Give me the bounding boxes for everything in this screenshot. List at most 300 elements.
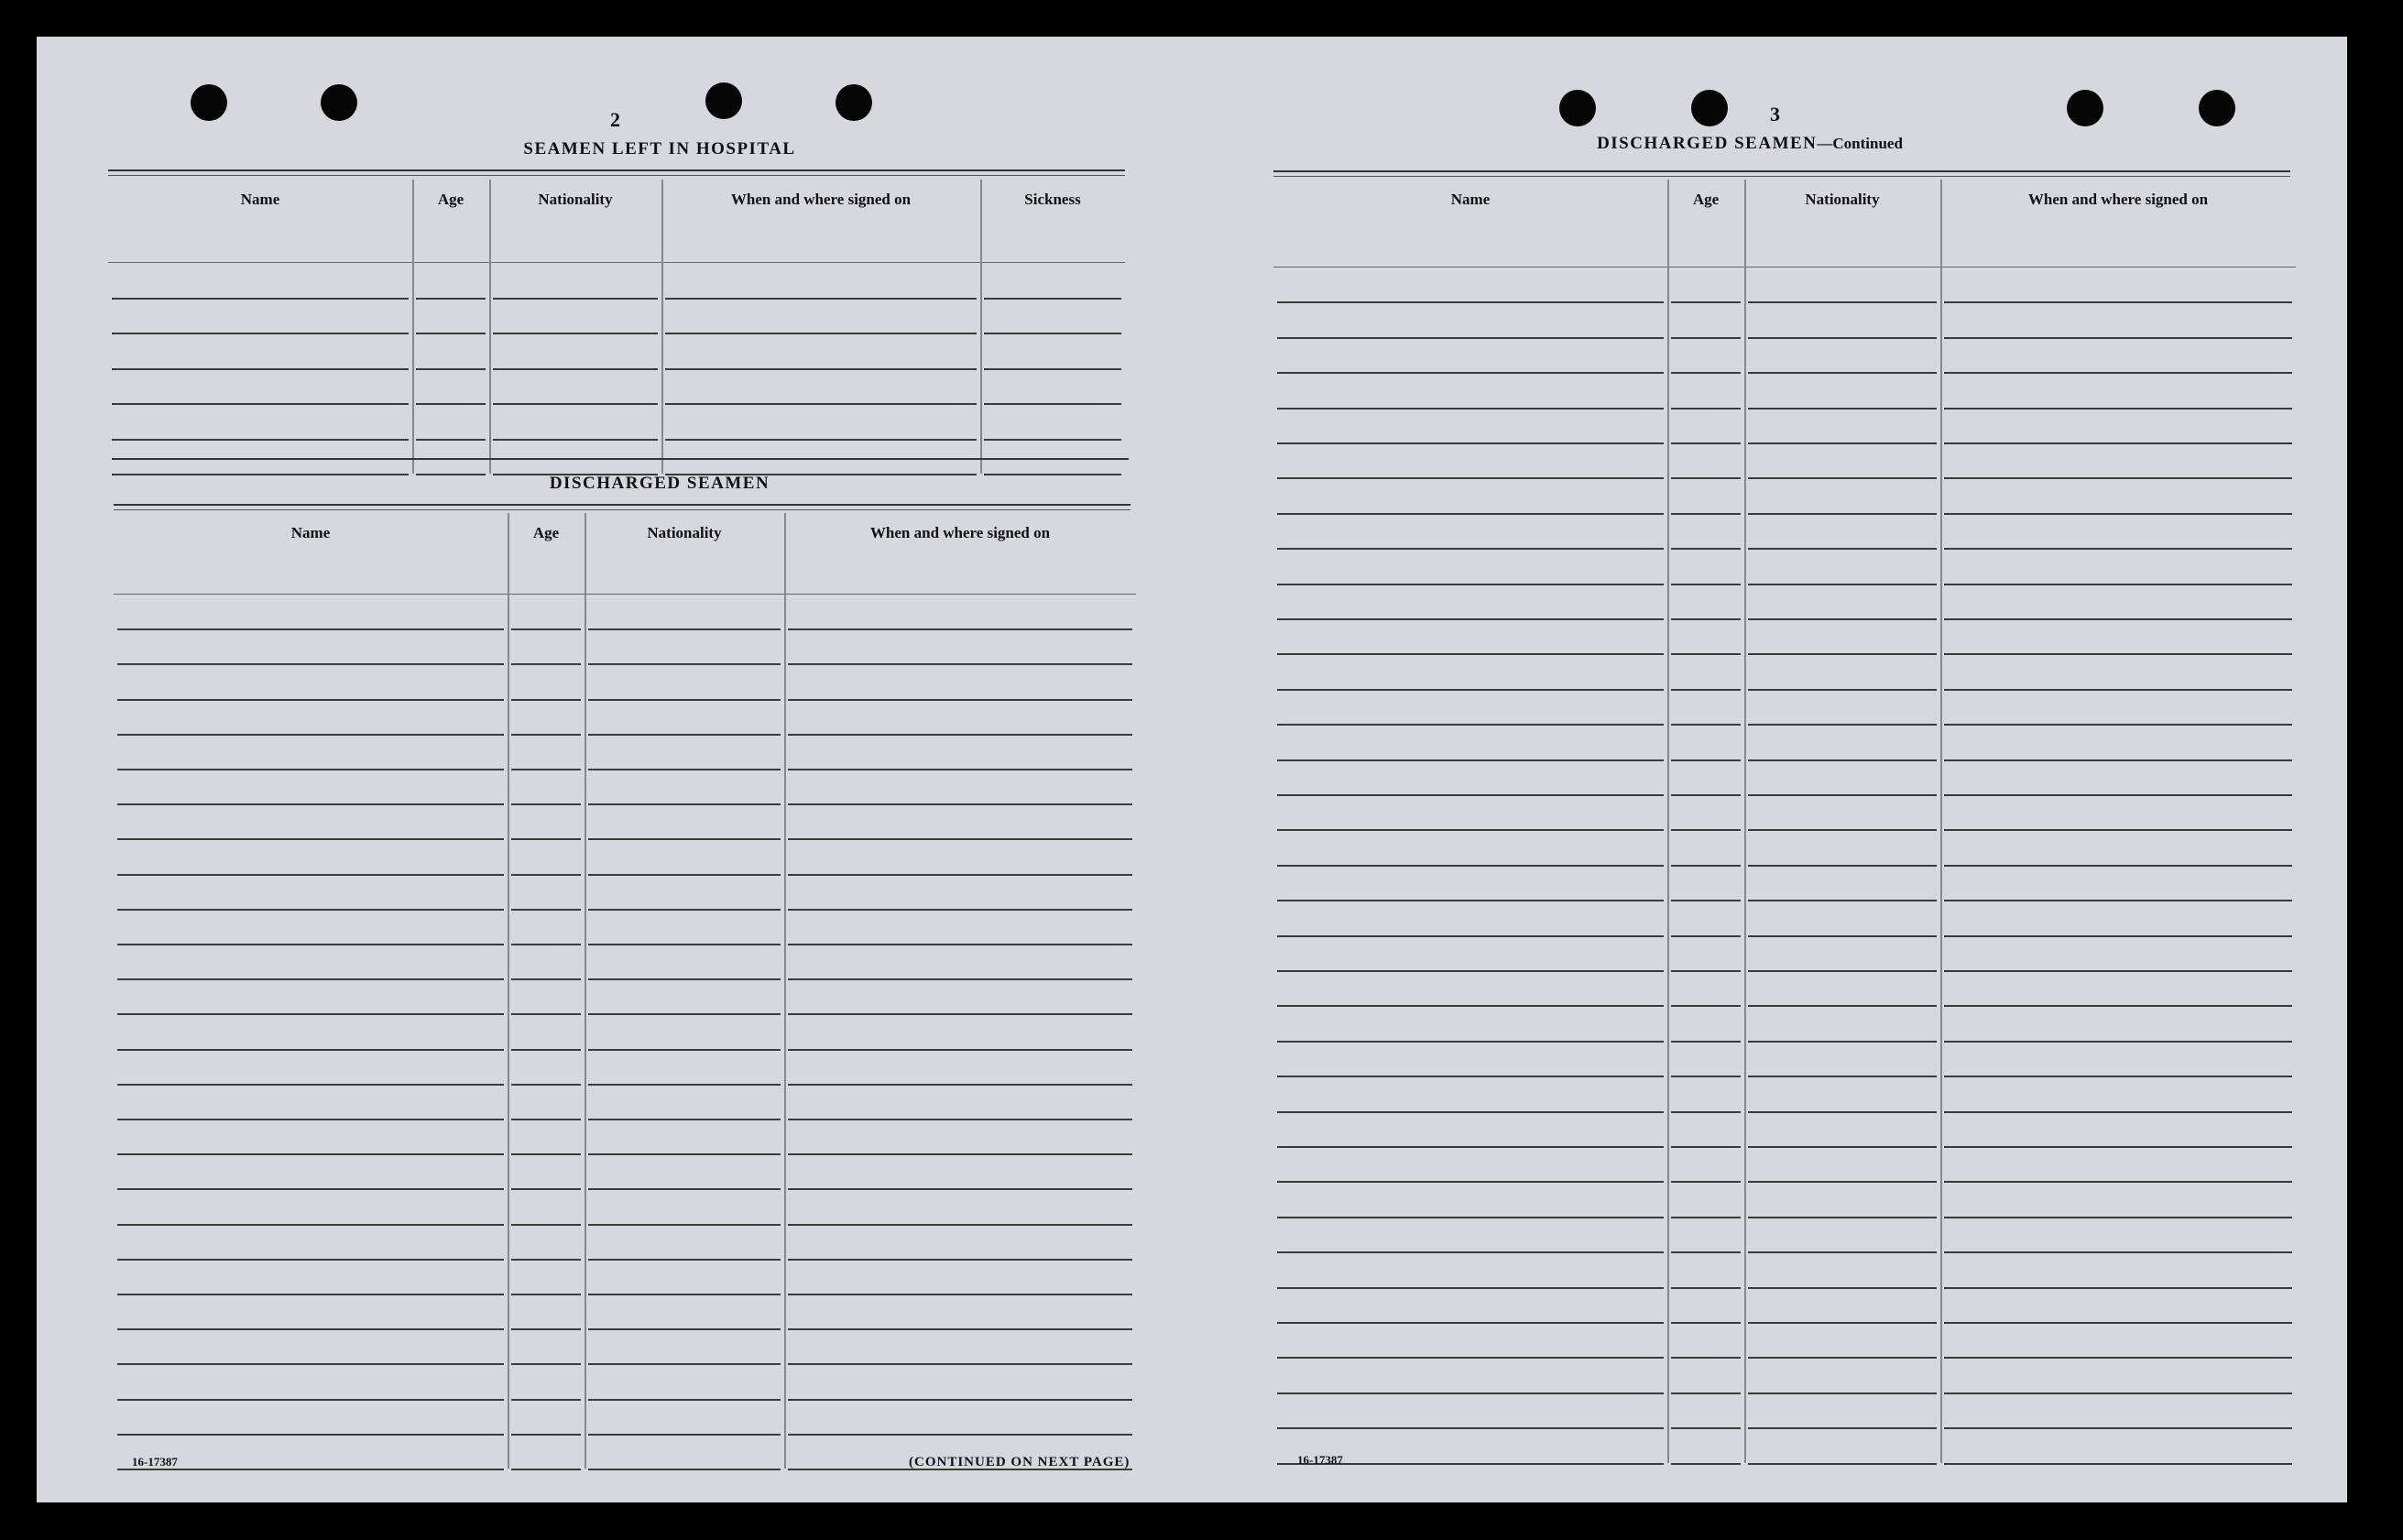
ruled-line <box>788 1259 1132 1261</box>
ruled-line <box>1748 970 1937 972</box>
ruled-line <box>1748 372 1937 374</box>
ruled-line <box>1277 1146 1664 1148</box>
ruled-line <box>1277 1393 1664 1394</box>
ruled-line <box>1944 477 2292 479</box>
ruled-line <box>1944 1393 2292 1394</box>
ruled-line <box>788 1363 1132 1365</box>
ruled-line <box>788 909 1132 911</box>
ruled-line <box>984 474 1121 475</box>
ruled-line <box>1944 1041 2292 1043</box>
ruled-line <box>511 1013 581 1015</box>
ruled-line <box>1277 935 1664 937</box>
ruled-line <box>1671 1357 1741 1359</box>
form-code-left: 16-17387 <box>132 1455 178 1469</box>
ruled-line <box>1944 759 2292 761</box>
column-divider <box>1940 180 1942 1463</box>
ruled-line <box>511 1119 581 1120</box>
ruled-line <box>665 439 977 441</box>
ruled-line <box>1671 970 1741 972</box>
ruled-line <box>788 803 1132 805</box>
ruled-line <box>493 403 658 405</box>
ruled-line <box>511 1434 581 1436</box>
ruled-line <box>588 1259 781 1261</box>
ruled-line <box>1748 1251 1937 1253</box>
document-sheet <box>37 37 2347 1502</box>
column-header-nationality: Nationality <box>647 524 722 541</box>
ruled-line <box>788 1013 1132 1015</box>
section-title-discharged: DISCHARGED SEAMEN <box>549 474 770 493</box>
ruled-line <box>1748 337 1937 339</box>
ruled-line <box>112 368 409 370</box>
ruled-line <box>117 1013 504 1015</box>
divider <box>108 169 1125 171</box>
ruled-line <box>588 1294 781 1295</box>
ruled-line <box>1671 794 1741 796</box>
ruled-line <box>1277 548 1664 550</box>
ruled-line <box>588 734 781 736</box>
ruled-line <box>1671 653 1741 655</box>
ruled-line <box>416 403 486 405</box>
ruled-line <box>117 1328 504 1330</box>
ruled-line <box>1671 1287 1741 1289</box>
ruled-line <box>1671 900 1741 901</box>
ruled-line <box>1748 724 1937 726</box>
ruled-line <box>1671 1146 1741 1148</box>
ruled-line <box>1748 1322 1937 1324</box>
ruled-line <box>1748 618 1937 620</box>
discharged-table <box>114 513 1136 1457</box>
ruled-line <box>1748 1427 1937 1429</box>
section-title-discharged-continued <box>1429 134 2070 154</box>
ruled-line <box>588 628 781 630</box>
ruled-line <box>984 368 1121 370</box>
ruled-line <box>788 1328 1132 1330</box>
ruled-line <box>1748 548 1937 550</box>
ruled-line <box>1748 1357 1937 1359</box>
ruled-line <box>1748 301 1937 303</box>
column-header-when-and-where-signed-on: When and where signed on <box>730 191 912 208</box>
ruled-line <box>788 1153 1132 1155</box>
ruled-line <box>511 1328 581 1330</box>
ruled-line <box>588 874 781 876</box>
ruled-line <box>588 909 781 911</box>
ruled-line <box>117 909 504 911</box>
ruled-line <box>511 1294 581 1295</box>
punch-hole <box>1691 90 1728 126</box>
ruled-line <box>788 1119 1132 1120</box>
punch-hole <box>836 84 872 121</box>
ruled-line <box>117 1153 504 1155</box>
ruled-line <box>1748 1076 1937 1077</box>
ruled-line <box>1944 724 2292 726</box>
ruled-line <box>1944 1005 2292 1007</box>
column-header-nationality: Nationality <box>538 191 613 208</box>
ruled-line <box>665 368 977 370</box>
column-header-name: Name <box>240 191 280 208</box>
ruled-line <box>117 803 504 805</box>
ruled-line <box>511 1188 581 1190</box>
ruled-line <box>788 1049 1132 1051</box>
ruled-line <box>1944 1427 2292 1429</box>
column-header-age: Age <box>532 524 560 541</box>
ruled-line <box>511 944 581 945</box>
ruled-line <box>788 628 1132 630</box>
ruled-line <box>1277 372 1664 374</box>
column-divider <box>412 180 414 474</box>
ruled-line <box>1671 724 1741 726</box>
ruled-line <box>493 368 658 370</box>
ruled-line <box>1748 584 1937 585</box>
ruled-line <box>1277 1076 1664 1077</box>
ruled-line <box>1944 1287 2292 1289</box>
ruled-line <box>1944 865 2292 867</box>
ruled-line <box>511 803 581 805</box>
ruled-line <box>788 978 1132 980</box>
ruled-line <box>511 1259 581 1261</box>
ruled-line <box>112 439 409 441</box>
ruled-line <box>665 298 977 300</box>
ruled-line <box>588 803 781 805</box>
ruled-line <box>1748 653 1937 655</box>
column-divider <box>980 180 982 474</box>
ruled-line <box>788 1188 1132 1190</box>
ruled-line <box>117 769 504 770</box>
ruled-line <box>788 734 1132 736</box>
ruled-line <box>984 298 1121 300</box>
divider <box>114 504 1131 506</box>
ruled-line <box>1944 935 2292 937</box>
ruled-line <box>1277 584 1664 585</box>
ruled-line <box>1944 1251 2292 1253</box>
ruled-line <box>1671 1005 1741 1007</box>
ruled-line <box>1277 301 1664 303</box>
ruled-line <box>511 1224 581 1226</box>
divider <box>1273 170 2290 172</box>
ruled-line <box>511 978 581 980</box>
ruled-line <box>112 403 409 405</box>
ruled-line <box>117 663 504 665</box>
ruled-line <box>1944 1146 2292 1148</box>
ruled-line <box>588 1469 781 1470</box>
ruled-line <box>788 663 1132 665</box>
ruled-line <box>1277 829 1664 831</box>
ruled-line <box>1944 689 2292 691</box>
ruled-line <box>1671 689 1741 691</box>
section-title-hospital: SEAMEN LEFT IN HOSPITAL <box>523 139 796 158</box>
column-divider <box>508 513 509 1469</box>
ruled-line <box>1748 1463 1937 1465</box>
discharged-continued-table <box>1273 180 2296 1480</box>
ruled-line <box>788 1224 1132 1226</box>
column-divider <box>1744 180 1746 1463</box>
ruled-line <box>1277 1181 1664 1183</box>
ruled-line <box>112 333 409 334</box>
ruled-line <box>788 699 1132 701</box>
ruled-line <box>1671 513 1741 515</box>
ruled-line <box>1671 408 1741 410</box>
ruled-line <box>117 944 504 945</box>
ruled-line <box>493 333 658 334</box>
page-number-right: 3 <box>1770 103 1780 126</box>
header-rule <box>114 594 1136 595</box>
column-divider <box>584 513 586 1469</box>
ruled-line <box>588 1363 781 1365</box>
ruled-line <box>1748 513 1937 515</box>
ruled-line <box>1277 442 1664 444</box>
ruled-line <box>511 874 581 876</box>
ruled-line <box>1277 337 1664 339</box>
ruled-line <box>1671 1251 1741 1253</box>
ruled-line <box>1277 759 1664 761</box>
ruled-line <box>1277 1111 1664 1113</box>
ruled-line <box>117 1224 504 1226</box>
column-header-age: Age <box>437 191 464 208</box>
ruled-line <box>1671 1322 1741 1324</box>
ruled-line <box>1944 372 2292 374</box>
column-header-nationality: Nationality <box>1805 191 1880 208</box>
ruled-line <box>788 1434 1132 1436</box>
ruled-line <box>1671 1181 1741 1183</box>
column-divider <box>1667 180 1669 1463</box>
ruled-line <box>1671 477 1741 479</box>
ruled-line <box>1277 1217 1664 1218</box>
column-header-age: Age <box>1692 191 1720 208</box>
ruled-line <box>1944 584 2292 585</box>
ruled-line <box>1944 829 2292 831</box>
section-title-suffix: —Continued <box>1817 135 1903 152</box>
ruled-line <box>511 1153 581 1155</box>
ruled-line <box>588 1328 781 1330</box>
punch-hole <box>191 84 227 121</box>
ruled-line <box>984 333 1121 334</box>
ruled-line <box>1748 829 1937 831</box>
ruled-line <box>1748 442 1937 444</box>
punch-hole <box>2199 90 2235 126</box>
ruled-line <box>984 403 1121 405</box>
ruled-line <box>1277 794 1664 796</box>
ruled-line <box>588 1153 781 1155</box>
ruled-line <box>1748 759 1937 761</box>
ruled-line <box>1671 337 1741 339</box>
ruled-line <box>511 663 581 665</box>
ruled-line <box>416 439 486 441</box>
ruled-line <box>588 699 781 701</box>
hospital-table <box>108 180 1125 497</box>
ruled-line <box>1944 442 2292 444</box>
ruled-line <box>416 368 486 370</box>
ruled-line <box>117 1119 504 1120</box>
ruled-line <box>588 663 781 665</box>
ruled-line <box>1277 1322 1664 1324</box>
ruled-line <box>1944 1076 2292 1077</box>
ruled-line <box>1671 618 1741 620</box>
ruled-line <box>1671 372 1741 374</box>
ruled-line <box>1748 1111 1937 1113</box>
ruled-line <box>511 838 581 840</box>
ruled-line <box>1748 477 1937 479</box>
header-rule <box>108 262 1125 263</box>
ruled-line <box>984 439 1121 441</box>
continued-note: (CONTINUED ON NEXT PAGE) <box>909 1455 1131 1469</box>
column-divider <box>489 180 491 474</box>
column-header-name: Name <box>290 524 331 541</box>
column-header-when-and-where-signed-on: When and where signed on <box>2027 191 2209 208</box>
ruled-line <box>1277 477 1664 479</box>
ruled-line <box>1277 408 1664 410</box>
ruled-line <box>1944 1217 2292 1218</box>
column-header-name: Name <box>1450 191 1491 208</box>
ruled-line <box>1671 442 1741 444</box>
ruled-line <box>665 403 977 405</box>
ruled-line <box>588 1224 781 1226</box>
ruled-line <box>1748 1146 1937 1148</box>
ruled-line <box>1748 1393 1937 1394</box>
ruled-line <box>1277 865 1664 867</box>
header-rule <box>1273 267 2296 268</box>
ruled-line <box>1944 618 2292 620</box>
ruled-line <box>117 1434 504 1436</box>
ruled-line <box>1748 865 1937 867</box>
ruled-line <box>1944 970 2292 972</box>
ruled-line <box>665 333 977 334</box>
ruled-line <box>511 909 581 911</box>
ruled-line <box>112 298 409 300</box>
ruled-line <box>1944 900 2292 901</box>
ruled-line <box>117 1294 504 1295</box>
ruled-line <box>117 699 504 701</box>
ruled-line <box>1277 970 1664 972</box>
ruled-line <box>1748 1217 1937 1218</box>
ruled-line <box>493 298 658 300</box>
ruled-line <box>588 1084 781 1086</box>
ruled-line <box>788 1294 1132 1295</box>
ruled-line <box>117 1259 504 1261</box>
ruled-line <box>1671 1111 1741 1113</box>
ruled-line <box>1277 513 1664 515</box>
ruled-line <box>588 838 781 840</box>
ruled-line <box>1277 1357 1664 1359</box>
ruled-line <box>1277 900 1664 901</box>
punch-hole <box>321 84 357 121</box>
ruled-line <box>117 628 504 630</box>
ruled-line <box>588 944 781 945</box>
ruled-line <box>1748 1287 1937 1289</box>
punch-hole <box>2067 90 2103 126</box>
ruled-line <box>588 1013 781 1015</box>
ruled-line <box>1671 1427 1741 1429</box>
ruled-line <box>1944 513 2292 515</box>
ruled-line <box>1277 1005 1664 1007</box>
ruled-line <box>1671 584 1741 585</box>
ruled-line <box>1748 1041 1937 1043</box>
column-header-when-and-where-signed-on: When and where signed on <box>869 524 1051 541</box>
ruled-line <box>511 1084 581 1086</box>
ruled-line <box>1671 548 1741 550</box>
ruled-line <box>1671 1463 1741 1465</box>
ruled-line <box>511 734 581 736</box>
ruled-line <box>788 1399 1132 1401</box>
ruled-line <box>1277 724 1664 726</box>
ruled-line <box>1277 1287 1664 1289</box>
ruled-line <box>117 1049 504 1051</box>
ruled-line <box>588 769 781 770</box>
ruled-line <box>1748 1005 1937 1007</box>
ruled-line <box>1671 865 1741 867</box>
divider <box>112 458 1129 460</box>
ruled-line <box>117 734 504 736</box>
ruled-line <box>588 1434 781 1436</box>
punch-hole <box>1559 90 1596 126</box>
ruled-line <box>1944 653 2292 655</box>
ruled-line <box>1671 1041 1741 1043</box>
divider <box>114 509 1131 510</box>
ruled-line <box>1944 548 2292 550</box>
ruled-line <box>493 439 658 441</box>
ruled-line <box>1671 1393 1741 1394</box>
ruled-line <box>1748 935 1937 937</box>
ruled-line <box>117 1399 504 1401</box>
ruled-line <box>788 838 1132 840</box>
divider <box>1273 176 2290 177</box>
ruled-line <box>588 1119 781 1120</box>
ruled-line <box>511 1399 581 1401</box>
ruled-line <box>1944 1357 2292 1359</box>
ruled-line <box>1671 301 1741 303</box>
ruled-line <box>1277 653 1664 655</box>
ruled-line <box>1944 794 2292 796</box>
ruled-line <box>511 1363 581 1365</box>
ruled-line <box>1944 337 2292 339</box>
ruled-line <box>1277 1251 1664 1253</box>
divider <box>108 175 1125 176</box>
section-title-text: DISCHARGED SEAMEN <box>1597 134 1818 153</box>
ruled-line <box>788 769 1132 770</box>
ruled-line <box>588 1399 781 1401</box>
ruled-line <box>511 699 581 701</box>
ruled-line <box>1944 408 2292 410</box>
ruled-line <box>588 978 781 980</box>
ruled-line <box>1671 1217 1741 1218</box>
ruled-line <box>788 1084 1132 1086</box>
ruled-line <box>117 1188 504 1190</box>
ruled-line <box>511 1049 581 1051</box>
ruled-line <box>1748 689 1937 691</box>
ruled-line <box>1944 1322 2292 1324</box>
column-divider <box>784 513 786 1469</box>
ruled-line <box>788 944 1132 945</box>
punch-hole <box>705 82 742 119</box>
ruled-line <box>117 1363 504 1365</box>
ruled-line <box>511 769 581 770</box>
ruled-line <box>1748 900 1937 901</box>
ruled-line <box>1671 829 1741 831</box>
ruled-line <box>1748 794 1937 796</box>
ruled-line <box>117 978 504 980</box>
ruled-line <box>117 838 504 840</box>
ruled-line <box>588 1188 781 1190</box>
page-number-left: 2 <box>610 108 620 131</box>
column-header-sickness: Sickness <box>1024 191 1081 208</box>
ruled-line <box>1277 689 1664 691</box>
ruled-line <box>1944 301 2292 303</box>
ruled-line <box>416 298 486 300</box>
ruled-line <box>117 1084 504 1086</box>
form-code-right: 16-17387 <box>1297 1453 1343 1467</box>
ruled-line <box>1748 408 1937 410</box>
ruled-line <box>511 628 581 630</box>
ruled-line <box>1277 618 1664 620</box>
ruled-line <box>1671 1076 1741 1077</box>
